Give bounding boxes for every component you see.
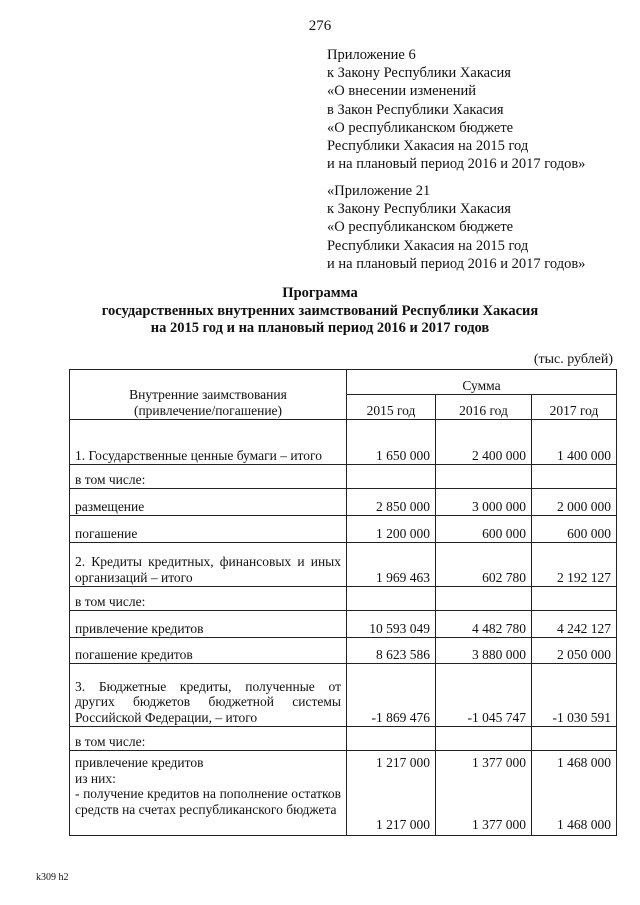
value-bottom: 1 468 000 bbox=[557, 816, 612, 832]
table-row bbox=[70, 420, 617, 465]
header-year-2016: 2016 год bbox=[436, 395, 532, 420]
header-year-2015: 2015 год bbox=[347, 395, 436, 420]
document-title bbox=[0, 285, 640, 338]
value-2017: 1 400 000 bbox=[532, 420, 617, 465]
row-description: погашение кредитов bbox=[70, 638, 347, 664]
value-2017 bbox=[532, 751, 617, 836]
borrowings-table bbox=[69, 369, 617, 836]
value-2016: -1 045 747 bbox=[436, 664, 532, 727]
value-2017 bbox=[532, 465, 617, 489]
header-desc-line: Внутренние заимствования bbox=[129, 387, 287, 402]
header-sum: Сумма bbox=[347, 370, 617, 395]
annex-line: Республики Хакасия на 2015 год bbox=[327, 237, 529, 254]
value-top: 1 217 000 bbox=[376, 755, 430, 770]
unit-label: (тыс. рублей) bbox=[533, 352, 613, 367]
title-line: государственных внутренних заимствований Республики Хакасия bbox=[101, 302, 539, 319]
value-2015 bbox=[347, 727, 436, 751]
value-top: 1 377 000 bbox=[472, 755, 526, 770]
value-2016 bbox=[436, 587, 532, 611]
table-row bbox=[70, 638, 617, 664]
annex-line: «О республиканском бюджете bbox=[327, 219, 514, 236]
row-description: 3. Бюджетные кредиты, полученные от других бюджетов бюджетной системы Российской Федерации, – итого bbox=[70, 664, 347, 727]
annex-line: Приложение 6 bbox=[327, 47, 416, 63]
value-2017: 2 000 000 bbox=[532, 489, 617, 516]
annex-line: «Приложение 21 bbox=[327, 183, 431, 199]
header-year-2017: 2017 год bbox=[532, 395, 617, 420]
value-2016: 4 482 780 bbox=[436, 611, 532, 638]
annex-line: к Закону Республики Хакасия bbox=[327, 201, 511, 218]
value-2016: 2 400 000 bbox=[436, 420, 532, 465]
value-2015: -1 869 476 bbox=[347, 664, 436, 727]
annex-line: «О внесении изменений bbox=[327, 83, 477, 100]
table-row bbox=[70, 751, 617, 836]
table-row bbox=[70, 611, 617, 638]
annex-amendment-block bbox=[327, 46, 585, 173]
table-row bbox=[70, 727, 617, 751]
value-2015: 1 650 000 bbox=[347, 420, 436, 465]
value-2016 bbox=[436, 465, 532, 489]
title-line: на 2015 год и на плановый период 2016 и 2017 годов bbox=[150, 320, 490, 336]
header-description bbox=[70, 370, 347, 420]
row-description: в том числе: bbox=[70, 727, 347, 751]
value-2017: 2 050 000 bbox=[532, 638, 617, 664]
table-row bbox=[70, 516, 617, 543]
value-2017: 600 000 bbox=[532, 516, 617, 543]
annex-line: и на плановый период 2016 и 2017 годов» bbox=[327, 255, 586, 272]
table-row bbox=[70, 587, 617, 611]
row-description: размещение bbox=[70, 489, 347, 516]
value-2016 bbox=[436, 751, 532, 836]
value-2017 bbox=[532, 587, 617, 611]
row-description-line: - получение кредитов на пополнение остатков средств на счетах республиканского бюджета bbox=[75, 786, 341, 817]
footer-code: k309 h2 bbox=[36, 872, 69, 883]
table-row bbox=[70, 543, 617, 587]
table-row bbox=[70, 465, 617, 489]
value-2015: 1 200 000 bbox=[347, 516, 436, 543]
row-description: в том числе: bbox=[70, 465, 347, 489]
page-number: 276 bbox=[308, 18, 332, 34]
value-2017: -1 030 591 bbox=[532, 664, 617, 727]
annex-line: Республики Хакасия на 2015 год bbox=[327, 138, 529, 155]
value-2015: 2 850 000 bbox=[347, 489, 436, 516]
value-2017 bbox=[532, 727, 617, 751]
annex-line: «О республиканском бюджете bbox=[327, 119, 514, 136]
value-2016: 3 880 000 bbox=[436, 638, 532, 664]
value-2016: 602 780 bbox=[436, 543, 532, 587]
row-description: привлечение кредитов bbox=[70, 611, 347, 638]
header-desc-line: (привлечение/погашение) bbox=[133, 402, 283, 418]
value-bottom: 1 377 000 bbox=[472, 816, 526, 832]
row-description-line: из них: bbox=[75, 770, 116, 786]
value-2015: 1 969 463 bbox=[347, 543, 436, 587]
row-description: в том числе: bbox=[70, 587, 347, 611]
table-row bbox=[70, 664, 617, 727]
value-2016: 3 000 000 bbox=[436, 489, 532, 516]
annex-line: и на плановый период 2016 и 2017 годов» bbox=[327, 156, 586, 173]
value-2017: 2 192 127 bbox=[532, 543, 617, 587]
value-2015 bbox=[347, 587, 436, 611]
row-description: 1. Государственные ценные бумаги – итого bbox=[70, 420, 347, 465]
value-bottom: 1 217 000 bbox=[376, 816, 430, 832]
row-description-line: привлечение кредитов bbox=[75, 755, 204, 770]
value-2015: 10 593 049 bbox=[347, 611, 436, 638]
title-line: Программа bbox=[282, 285, 358, 301]
row-description bbox=[70, 751, 347, 836]
value-top: 1 468 000 bbox=[557, 755, 612, 770]
value-2015 bbox=[347, 465, 436, 489]
value-2015 bbox=[347, 751, 436, 836]
row-description: погашение bbox=[70, 516, 347, 543]
annex-line: к Закону Республики Хакасия bbox=[327, 65, 511, 82]
annex-original-block bbox=[327, 182, 585, 273]
value-2017: 4 242 127 bbox=[532, 611, 617, 638]
value-2016 bbox=[436, 727, 532, 751]
value-2015: 8 623 586 bbox=[347, 638, 436, 664]
table-row bbox=[70, 489, 617, 516]
row-description: 2. Кредиты кредитных, финансовых и иных организаций – итого bbox=[70, 543, 347, 587]
annex-line: в Закон Республики Хакасия bbox=[327, 101, 504, 118]
value-2016: 600 000 bbox=[436, 516, 532, 543]
